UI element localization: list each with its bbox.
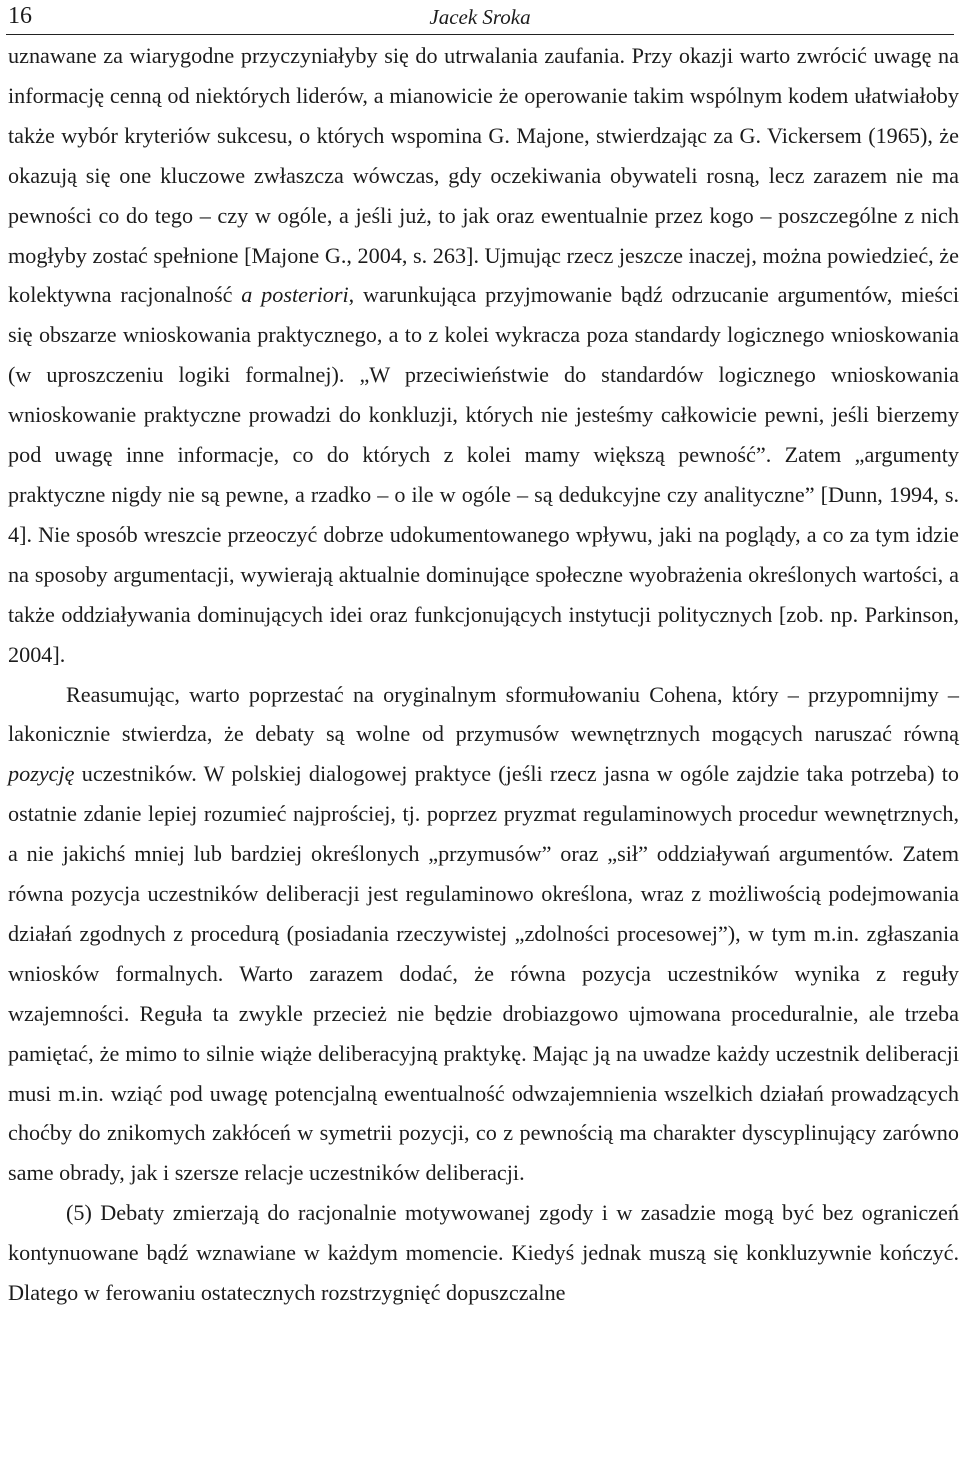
paragraph — [8, 675, 959, 1194]
running-author: Jacek Sroka — [429, 5, 531, 29]
paragraph — [8, 1193, 959, 1313]
paragraph-continued — [8, 36, 959, 675]
italic-term: pozycję — [8, 761, 75, 787]
paragraph-text: (5) Debaty zmierzają do racjonalnie motywowanej zgody i w zasadzie mogą być bez ograniczeń kontynuowane bądź wznawiane w każdym momencie. Kiedyś jednak muszą się konkluzywnie kończyć. Dlatego w ferowaniu ostatecznych rozstrzygnięć dopuszczalne — [8, 1200, 959, 1306]
paragraph-text: uznawane za wiarygodne przyczyniałyby się do utrwalania zaufania. Przy okazji warto zwrócić uwagę na informację cenną od niektórych liderów, a mianowicie że operowanie takim wspólnym kodem ułatwiałoby także wybór kryteriów sukcesu, o których wspomina G. Majone, stwierdzając za G. Vickersem (1965), że okazują się one kluczowe zwłaszcza wówczas, gdy oczekiwania obywateli rosną, lecz zarazem nie ma pewności co do tego – czy w ogóle, a jeśli już, to jak oraz ewentualnie przez kogo – poszczególne z nich mogłyby zostać spełnione [Majone G., 2004, s. 263]. Ujmując rzecz jeszcze inaczej, można powiedzieć, że kolektywna racjonalność — [8, 43, 959, 308]
paragraph-text: , warunkująca przyjmowanie bądź odrzucanie argumentów, mieści się obszarze wnioskowania praktycznego, a to z kolei wykracza poza standardy logicznego wnioskowania (w uproszczeniu logiki formalnej). „W przeciwieństwie do standardów logicznego wnioskowania wnioskowanie praktyczne prowadzi do konkluzji, których nie jesteśmy całkowicie pewni, jeśli bierzemy pod uwagę inne informacje, co do których z kolei mamy większą pewność”. Zatem „argumenty praktyczne nigdy nie są pewne, a rzadko – o ile w ogóle – są dedukcyjne czy analityczne” [Dunn, 1994, s. 4]. Nie sposób wreszcie przeoczyć dobrze udokumentowanego wpływu, jaki na poglądy, a co za tym idzie na sposoby argumentacji, wywierają aktualnie dominujące społeczne wyobrażenia określonych wartości, a także oddziaływania dominujących idei oraz funkcjonujących instytucji politycznych [zob. np. Parkinson, 2004]. — [8, 282, 959, 667]
italic-term: a posteriori — [241, 282, 349, 308]
paragraph-text: Reasumując, warto poprzestać na oryginalnym sformułowaniu Cohena, który – przypomnijmy – lakonicznie stwierdza, że debaty są wolne od przymusów wewnętrznych mogących naruszać równą — [8, 681, 959, 747]
running-header — [6, 0, 954, 35]
paragraph-text: uczestników. W polskiej dialogowej praktyce (jeśli rzecz jasna w ogóle zajdzie taka potrzeba) to ostatnie zdanie lepiej rozumieć najprościej, tj. poprzez pryzmat regulaminowych procedur wewnętrznych, a nie jakichś mniej lub bardziej określonych „przymusów” oraz „sił” oddziaływań argumentów. Zatem równa pozycja uczestników deliberacji jest regulaminowo określona, wraz z możliwością podejmowania działań zgodnych z procedurą (posiadania rzeczywistej „zdolności procesowej”), w tym m.in. zgłaszania wniosków formalnych. Warto zarazem dodać, że równa pozycja uczestników wynika z reguły wzajemności. Reguła ta zwykle przecież nie będzie drobiazgowo ujmowana proceduralnie, ale trzeba pamiętać, że mimo to silnie wiąże deliberacyjną praktykę. Mając ją na uwadze każdy uczestnik deliberacji musi m.in. wziąć pod uwagę potencjalną ewentualność odwzajemnienia wszelkich działań prowadzących choćby do znikomych zakłóceń w symetrii pozycji, co z pewnością ma charakter dyscyplinujący zarówno same obrady, jak i szersze relacje uczestników deliberacji. — [8, 761, 959, 1186]
body-text — [8, 36, 959, 1313]
page-number: 16 — [8, 3, 32, 29]
